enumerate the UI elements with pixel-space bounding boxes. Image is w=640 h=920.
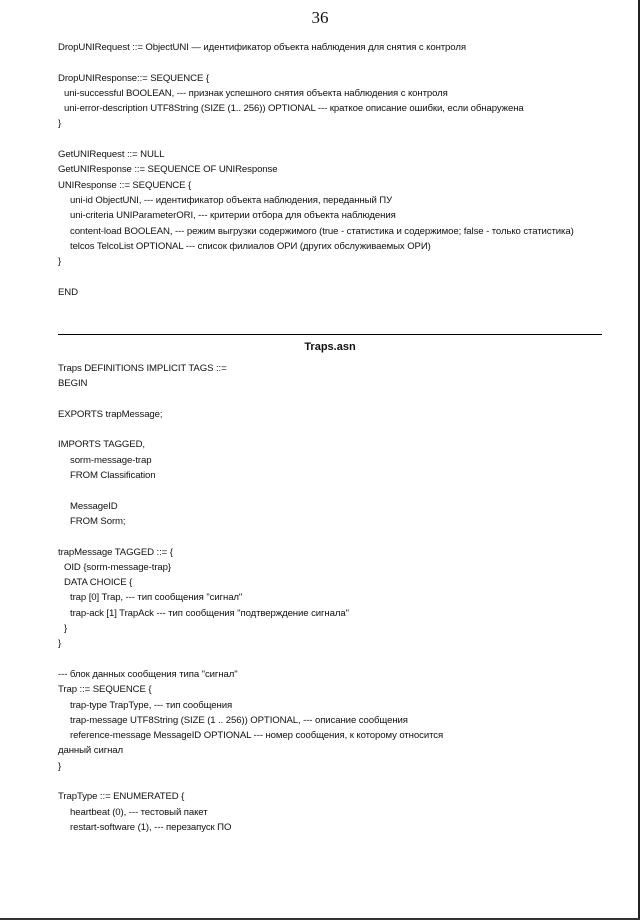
section-title: Traps.asn (304, 341, 356, 353)
code-line: MessageID (70, 500, 118, 512)
code-line: telcos TelcoList OPTIONAL --- список филиалов ОРИ (других обслуживаемых ОРИ) (70, 240, 431, 252)
code-line: reference-message MessageID OPTIONAL --- номер сообщения, к которому относится (70, 730, 444, 742)
code-line: DropUNIResponse::= SEQUENCE { (58, 72, 209, 84)
code-line: DATA CHOICE { (64, 577, 133, 589)
code-line: Trap ::= SEQUENCE { (58, 684, 152, 696)
code-line: heartbeat (0), --- тестовый пакет (70, 806, 208, 818)
code-line: DropUNIRequest ::= ObjectUNI — идентификатор объекта наблюдения для снятия с контроля (58, 42, 466, 53)
code-line: trap [0] Trap, --- тип сообщения "сигнал" (70, 592, 243, 604)
code-line: uni-error-description UTF8String (SIZE (1.. 256)) OPTIONAL --- краткое описание ошибки, если обнаружена (64, 103, 524, 115)
code-line: uni-successful BOOLEAN, --- признак успешного снятия объекта наблюдения с контроля (64, 87, 448, 99)
code-line: Traps DEFINITIONS IMPLICIT TAGS ::= (58, 363, 227, 374)
code-line: IMPORTS TAGGED, (58, 439, 145, 451)
code-line: GetUNIRequest ::= NULL (58, 149, 165, 161)
blank-line (58, 422, 618, 437)
section-divider (58, 334, 602, 335)
code-line: } (58, 760, 62, 772)
code-line: trap-ack [1] TrapAck --- тип сообщения "подтверждение сигнала" (70, 607, 349, 619)
code-line: OID {sorm-message-trap} (64, 561, 171, 573)
code-line: FROM Classification (70, 470, 156, 482)
code-line: trapMessage TAGGED ::= { (58, 546, 173, 558)
code-line: restart-software (1), --- перезапуск ПО (70, 821, 232, 833)
code-line: uni-id ObjectUNI, --- идентификатор объекта наблюдения, переданный ПУ (70, 194, 393, 206)
blank-line (58, 55, 618, 70)
code-line: EXPORTS trapMessage; (58, 408, 163, 420)
code-line: } (64, 623, 68, 635)
blank-line (58, 529, 618, 544)
code-line: } (58, 256, 62, 268)
code-line: UNIResponse ::= SEQUENCE { (58, 179, 192, 191)
code-line: --- блок данных сообщения типа "сигнал" (58, 668, 238, 680)
asn-code-block-top (58, 40, 618, 300)
code-line: END (58, 286, 78, 298)
page-number: 36 (311, 8, 329, 27)
code-line: GetUNIResponse ::= SEQUENCE OF UNIResponse (58, 164, 278, 176)
blank-line (58, 774, 618, 789)
code-line: trap-type TrapType, --- тип сообщения (70, 699, 233, 711)
code-line: данный сигнал (58, 745, 124, 757)
code-line: FROM Sorm; (70, 515, 126, 527)
code-line: BEGIN (58, 378, 88, 390)
blank-line (58, 392, 618, 407)
code-line: trap-message UTF8String (SIZE (1 .. 256)) OPTIONAL, --- описание сообщения (70, 714, 408, 726)
blank-line (58, 483, 618, 498)
blank-line (58, 269, 618, 284)
code-line: uni-criteria UNIParameterORI, --- критерии отбора для объекта наблюдения (70, 210, 396, 222)
asn-code-block-traps (58, 361, 618, 835)
blank-line (58, 132, 618, 147)
code-line: } (58, 638, 62, 650)
code-line: sorm-message-trap (70, 454, 152, 466)
code-line: TrapType ::= ENUMERATED { (58, 791, 185, 803)
code-line: content-load BOOLEAN, --- режим выгрузки содержимого (true - статистика и содержимое; false - только статистика) (70, 225, 574, 237)
blank-line (58, 652, 618, 667)
code-line: } (58, 118, 62, 130)
